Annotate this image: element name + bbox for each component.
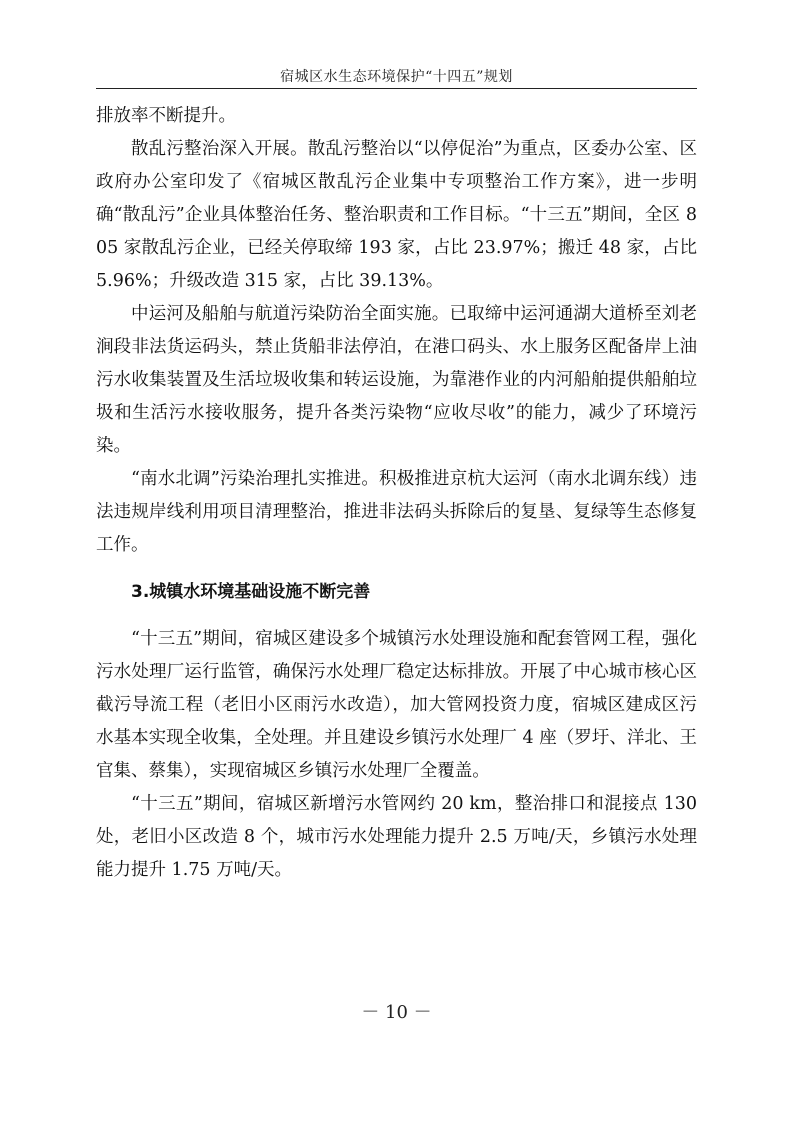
paragraph-sewage-stats: “十三五”期间，宿城区新增污水管网约 20 km，整治排口和混接点 130 处，老旧小区改造 8 个，城市污水处理能力提升 2.5 万吨/天，乡镇污水处理能力提升 1.75 万吨/天。 [96, 794, 697, 880]
paragraph-south-north-water: “南水北调”污染治理扎实推进。积极推进京杭大运河（南水北调东线）违法违规岸线利用项目清理整治，推进非法码头拆除后的复垦、复绿等生态修复工作。 [96, 469, 697, 555]
body-text [96, 100, 697, 887]
paragraph-sewage-facilities: “十三五”期间，宿城区建设多个城镇污水处理设施和配套管网工程，强化污水处理厂运行监管，确保污水处理厂稳定达标排放。开展了中心城市核心区截污导流工程（老旧小区雨污水改造），加大管网投资力度，宿城区建成区污水基本实现全收集，全处理。并且建设乡镇污水处理厂 4 座（罗圩、洋北、王官集、蔡集），实现宿城区乡镇污水处理厂全覆盖。 [96, 629, 697, 781]
section-heading: 3.城镇水环境基础设施不断完善 [131, 582, 371, 602]
paragraph-continuation: 排放率不断提升。 [96, 106, 236, 126]
page-number: － 10 － [361, 1002, 432, 1023]
paragraph-scattered-pollution: 散乱污整治深入开展。散乱污整治以“以停促治”为重点，区委办公室、区政府办公室印发了《宿城区散乱污企业集中专项整治工作方案》，进一步明确“散乱污”企业具体整治任务、整治职责和工作目标。“十三五”期间，全区 805 家散乱污企业，已经关停取缔 193 家，占比 23.97%；搬迁 48 家，占比 5.96%；升级改造 315 家，占比 39.13%。 [96, 139, 697, 291]
header-rule [96, 88, 697, 89]
paragraph-canal-shipping: 中运河及船舶与航道污染防治全面实施。已取缔中运河通湖大道桥至刘老涧段非法货运码头，禁止货船非法停泊，在港口码头、水上服务区配备岸上油污水收集装置及生活垃圾收集和转运设施，为靠港作业的内河船舶提供船舶垃圾和生活污水接收服务，提升各类污染物“应收尽收”的能力，减少了环境污染。 [96, 304, 697, 456]
running-header: 宿城区水生态环境保护“十四五”规划 [280, 69, 513, 85]
